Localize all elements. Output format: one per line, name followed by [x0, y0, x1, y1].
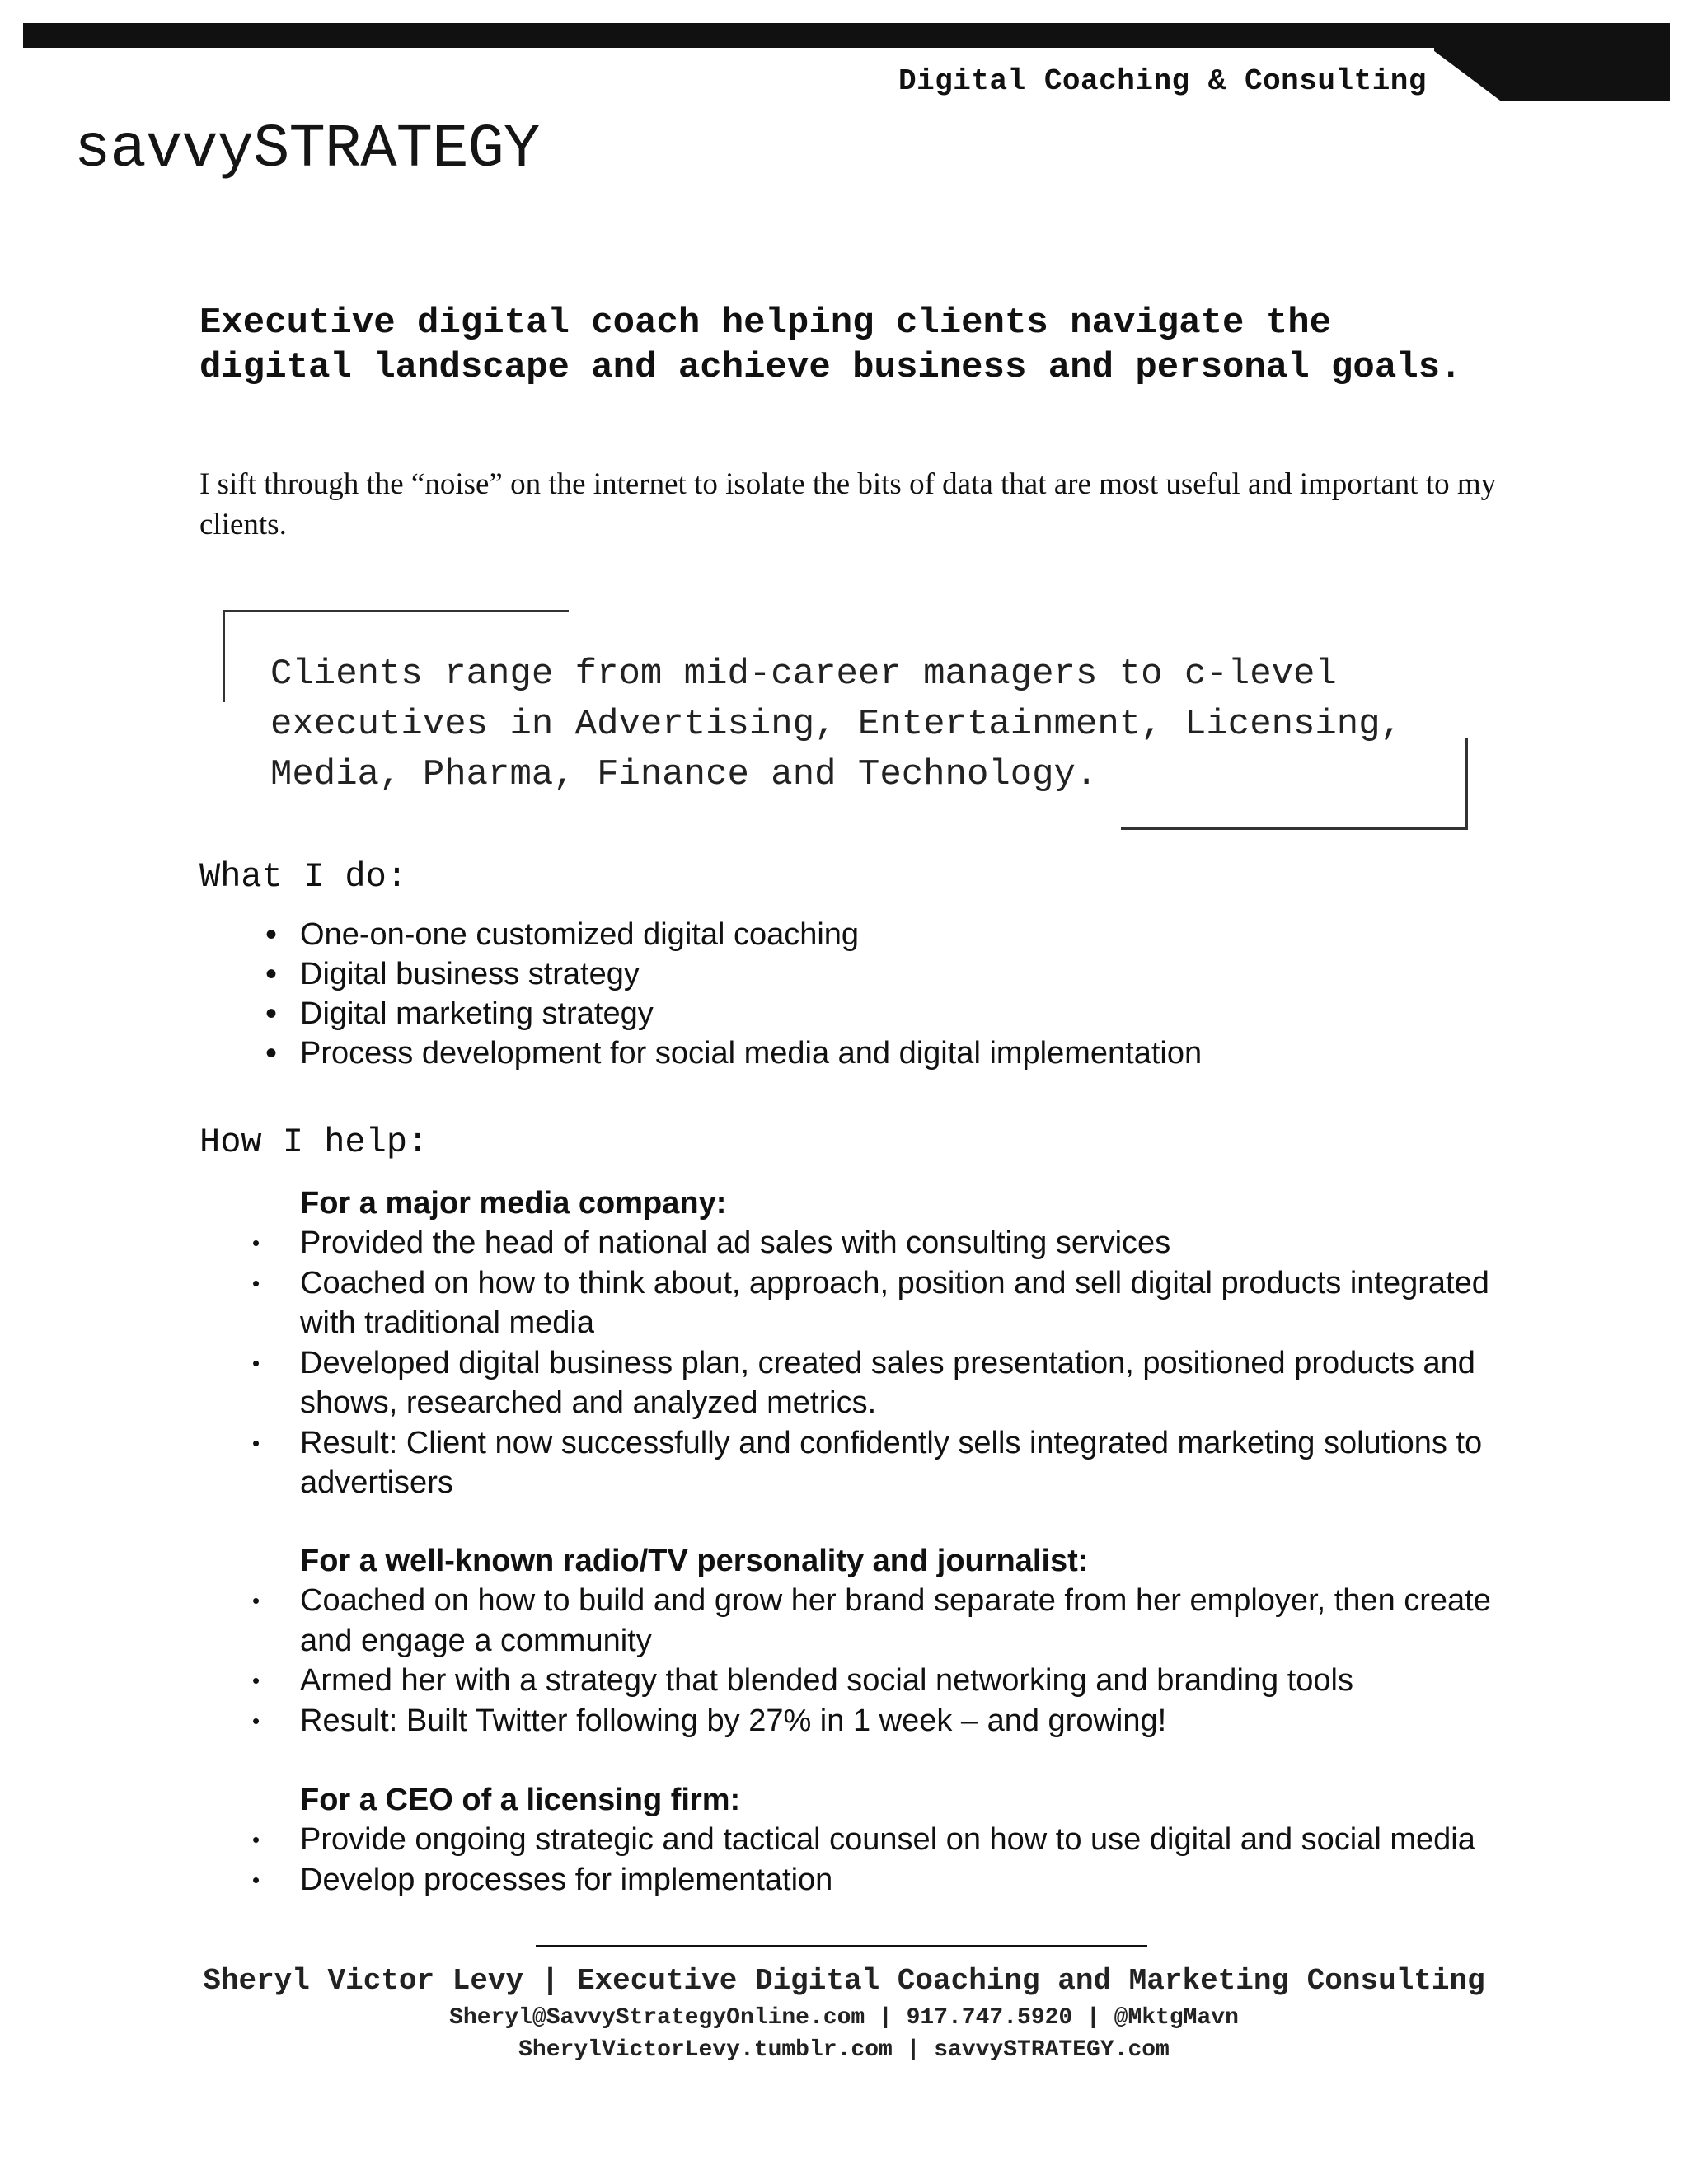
list-item: • One-on-one customized digital coaching	[300, 915, 1536, 954]
what-i-do-heading: What I do:	[199, 857, 408, 897]
clients-callout: Clients range from mid-career managers to c-level executives in Advertising, Entertainment, Licensing, Media, Pharma, Finance and Technology.	[270, 654, 1403, 795]
case-title: For a well-known radio/TV personality and journalist:	[300, 1544, 1089, 1578]
callout-frame-top	[223, 610, 569, 612]
footer-websites: SherylVictorLevy.tumblr.com | savvySTRATEGY.com	[518, 2037, 1170, 2063]
logo: savvySTRATEGY	[74, 115, 540, 185]
list-item: • Provided the head of national ad sales with consulting services	[300, 1223, 1520, 1263]
list-item: • Armed her with a strategy that blended social networking and branding tools	[300, 1661, 1520, 1701]
list-item: • Develop processes for implementation	[300, 1860, 1520, 1900]
callout-frame-right	[1465, 738, 1468, 830]
footer-name-title: Sheryl Victor Levy | Executive Digital Coaching and Marketing Consulting	[203, 1964, 1485, 1998]
list-item: • Coached on how to think about, approach, position and sell digital products integrated with traditional media	[300, 1263, 1520, 1343]
headline: Executive digital coach helping clients navigate the digital landscape and achieve business and personal goals.	[199, 302, 1462, 388]
header-bar	[23, 23, 1670, 48]
list-item: • Process development for social media and digital implementation	[300, 1033, 1536, 1073]
case-media-company	[300, 1183, 1520, 1503]
intro-text: I sift through the “noise” on the internet to isolate the bits of data that are most useful and important to my clients.	[199, 467, 1497, 541]
callout-frame-left	[223, 610, 225, 702]
list-item: • Provide ongoing strategic and tactical counsel on how to use digital and social media	[300, 1820, 1520, 1860]
what-i-do-list	[300, 915, 1536, 1073]
list-item: • Result: Built Twitter following by 27% in 1 week – and growing!	[300, 1701, 1520, 1741]
list-item: • Digital marketing strategy	[300, 994, 1536, 1033]
header-tab	[1434, 23, 1670, 101]
case-licensing-ceo	[300, 1780, 1520, 1900]
footer-divider	[536, 1945, 1147, 1947]
callout-frame-bottom	[1121, 827, 1468, 830]
list-item: • Coached on how to build and grow her brand separate from her employer, then create and engage a community	[300, 1581, 1520, 1661]
case-radio-tv-personality	[300, 1541, 1520, 1741]
list-item: • Result: Client now successfully and confidently sells integrated marketing solutions to advertisers	[300, 1423, 1520, 1503]
list-item: • Developed digital business plan, created sales presentation, positioned products and shows, researched and analyzed metrics.	[300, 1343, 1520, 1423]
case-title: For a CEO of a licensing firm:	[300, 1783, 741, 1817]
list-item: • Digital business strategy	[300, 954, 1536, 994]
case-title: For a major media company:	[300, 1186, 727, 1221]
tagline: Digital Coaching & Consulting	[898, 64, 1428, 98]
how-i-help-heading: How I help:	[199, 1122, 429, 1162]
footer-contact: Sheryl@SavvyStrategyOnline.com | 917.747.5920 | @MktgMavn	[449, 2005, 1239, 2031]
